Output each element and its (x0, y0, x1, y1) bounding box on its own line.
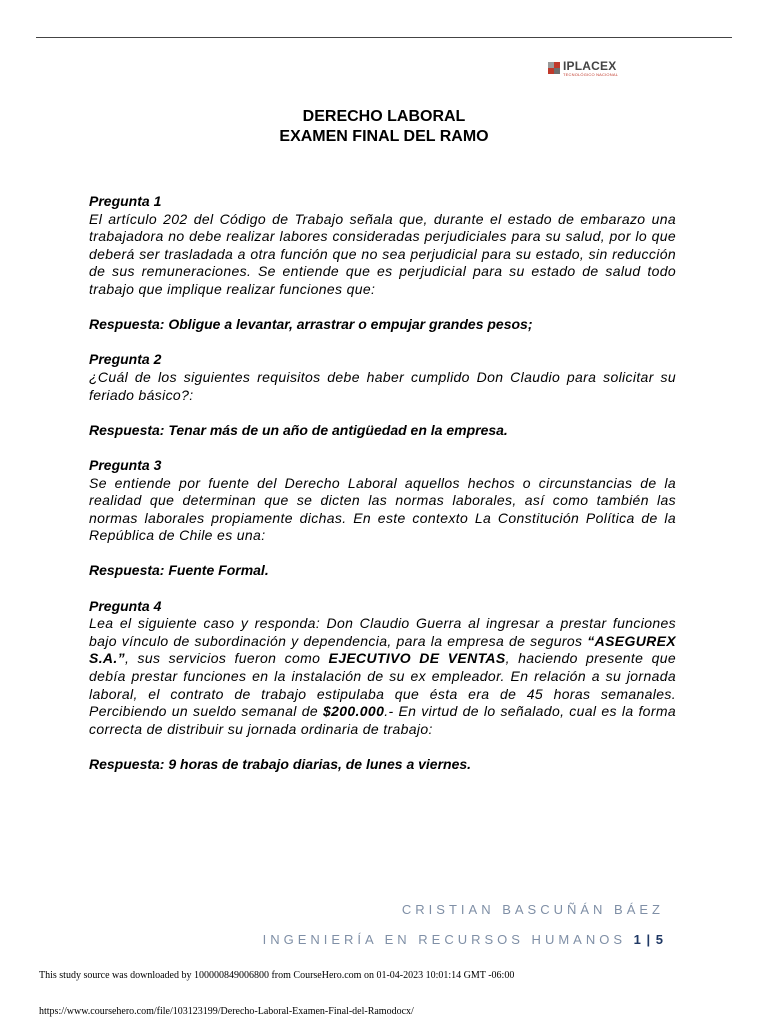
page-separator: | (646, 932, 652, 947)
question-4-text-part4: .- En virtud de lo señalado, cual es la forma correcta de distribuir su jornada ordinaria de trabajo: (89, 703, 676, 737)
question-4-company: “ASEGUREX S.A.” (89, 632, 676, 667)
question-4-answer: Respuesta: 9 horas de trabajo diarias, de lunes a viernes. (89, 756, 472, 772)
question-1-text: El artículo 202 del Código de Trabajo señala que, durante el estado de embarazo una trabajadora no debe realizar labores consideradas perjudiciales para su salud, por lo que deberá ser trasladada a otra función que no sea perjudicial para su estado, sin reducción de sus remuneraciones. Se entiende que es perjudicial para su estado de salud todo trabajo que implique realizar funciones que: (89, 210, 676, 297)
question-1-answer: Respuesta: Obligue a levantar, arrastrar o empujar grandes pesos; (89, 316, 533, 333)
page-current: 1 (633, 932, 642, 947)
footer-department (263, 932, 664, 947)
question-4-text-part3: , haciendo presente que debía prestar funciones en la instalación de su ex empleador. En relación a su jornada laboral, el contrato de trabajo estipulaba que ésta era de 45 horas semanales. Percibiendo un sueldo semanal de (89, 650, 677, 720)
question-4-position: EJECUTIVO DE VENTAS (328, 650, 506, 667)
question-2-text: ¿Cuál de los siguientes requisitos debe haber cumplido Don Claudio para solicitar su feriado básico?: (89, 368, 676, 403)
question-4-label: Pregunta 4 (89, 597, 162, 614)
question-2-answer: Respuesta: Tenar más de un año de antigüedad en la empresa. (89, 421, 508, 438)
document-title-line1: DERECHO LABORAL (302, 108, 466, 125)
document-title-line2: EXAMEN FINAL DEL RAMO (279, 128, 489, 145)
question-3-text: Se entiende por fuente del Derecho Laboral aquellos hechos o circunstancias de la realidad que determinan que se dicten las normas laborales, así como también las normas laborales propiamente dichas. En este contexto La Constitución Política de la República de Chile es una: (89, 474, 676, 544)
iplacex-logo-icon (548, 62, 560, 74)
question-4-text-part1: Lea el siguiente caso y responda: Don Claudio Guerra al ingresar a prestar funciones bajo vínculo de subordinación y dependencia, para la empresa de seguros (89, 615, 676, 649)
question-3-label: Pregunta 3 (89, 456, 162, 473)
page-total: 5 (655, 932, 664, 947)
source-note: This study source was downloaded by 100000849006800 from CourseHero.com on 01-04-2023 10:01:14 GMT -06:00 (39, 970, 515, 981)
logo-name: IPLACEX (563, 58, 617, 73)
question-4-text-part2: , sus servicios fueron como (124, 650, 329, 667)
question-4-salary: $200.000 (323, 703, 385, 720)
question-1-label: Pregunta 1 (89, 193, 162, 209)
document-body (89, 193, 676, 774)
question-3-answer: Respuesta: Fuente Formal. (89, 562, 269, 579)
iplacex-logo (548, 57, 630, 79)
logo-subtitle: TECNOLÓGICO NACIONAL (563, 71, 619, 77)
footer-author: CRISTIAN BASCUÑÁN BÁEZ (401, 902, 664, 917)
footer-department-label: INGENIERÍA EN RECURSOS HUMANOS (262, 932, 627, 947)
header-rule (36, 37, 732, 38)
question-2-label: Pregunta 2 (89, 351, 162, 368)
source-url[interactable]: https://www.coursehero.com/file/103123199/Derecho-Laboral-Examen-Final-del-Ramodocx/ (39, 1006, 414, 1017)
page-number (634, 932, 664, 947)
question-4-text (89, 615, 676, 738)
